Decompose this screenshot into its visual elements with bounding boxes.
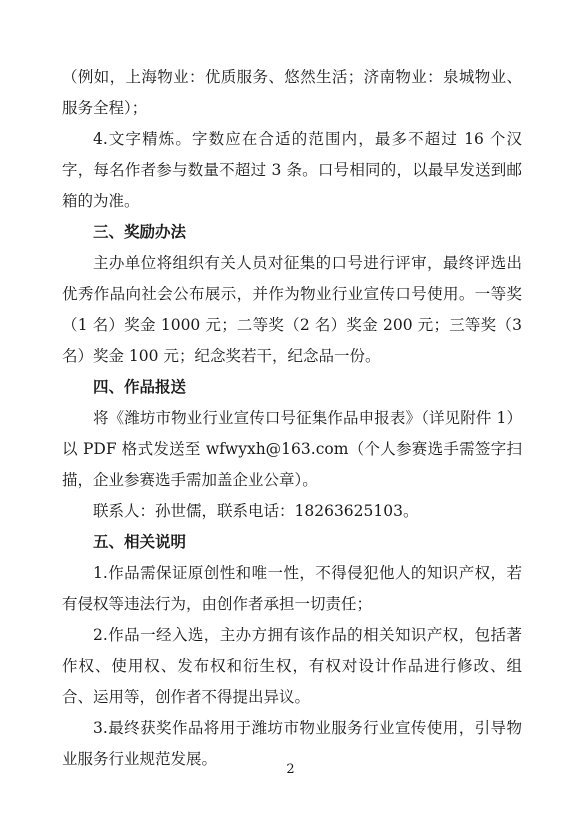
- paragraph-note-3: 3.最终获奖作品将用于潍坊市物业服务行业宣传使用，引导物业服务行业规范发展。: [62, 719, 522, 768]
- paragraph-note-1: 1.作品需保证原创性和唯一性，不得侵犯他人的知识产权，若有侵权等违法行为，由创作者承担一切责任；: [62, 564, 522, 613]
- paragraph-contact: 联系人：孙世儒，联系电话：18263625103。: [93, 502, 419, 520]
- paragraph-rewards: 主办单位将组织有关人员对征集的口号进行评审，最终评选出优秀作品向社会公布展示，并作为物业行业宣传口号使用。一等奖（1 名）奖金 1000 元；二等奖（2 名）奖金 200 元；三等奖（3 名）奖金 100 元；纪念奖若干，纪念品一份。: [62, 254, 522, 365]
- paragraph-submission: 将《潍坊市物业行业宣传口号征集作品申报表》（详见附件 1）以 PDF 格式发送至 wfwyxh@163.com（个人参赛选手需签字扫描，企业参赛选手需加盖企业公章）。: [62, 409, 522, 489]
- paragraph-note-2: 2.作品一经入选，主办方拥有该作品的相关知识产权，包括著作权、使用权、发布权和衍生权，有权对设计作品进行修改、组合、运用等，创作者不得提出异议。: [62, 626, 522, 706]
- document-body: [62, 62, 522, 775]
- section-heading-notes: 五、相关说明: [93, 533, 187, 551]
- section-heading-rewards: 三、奖励办法: [93, 223, 187, 241]
- paragraph-example-continuation: （例如，上海物业：优质服务、悠然生活；济南物业：泉城物业、服务全程）；: [62, 68, 522, 117]
- section-heading-submission: 四、作品报送: [93, 378, 187, 396]
- paragraph-item-4: 4.文字精炼。字数应在合适的范围内，最多不超过 16 个汉字，每名作者参与数量不超过 3 条。口号相同的，以最早发送到邮箱的为准。: [62, 130, 522, 210]
- page-number: 2: [286, 762, 295, 777]
